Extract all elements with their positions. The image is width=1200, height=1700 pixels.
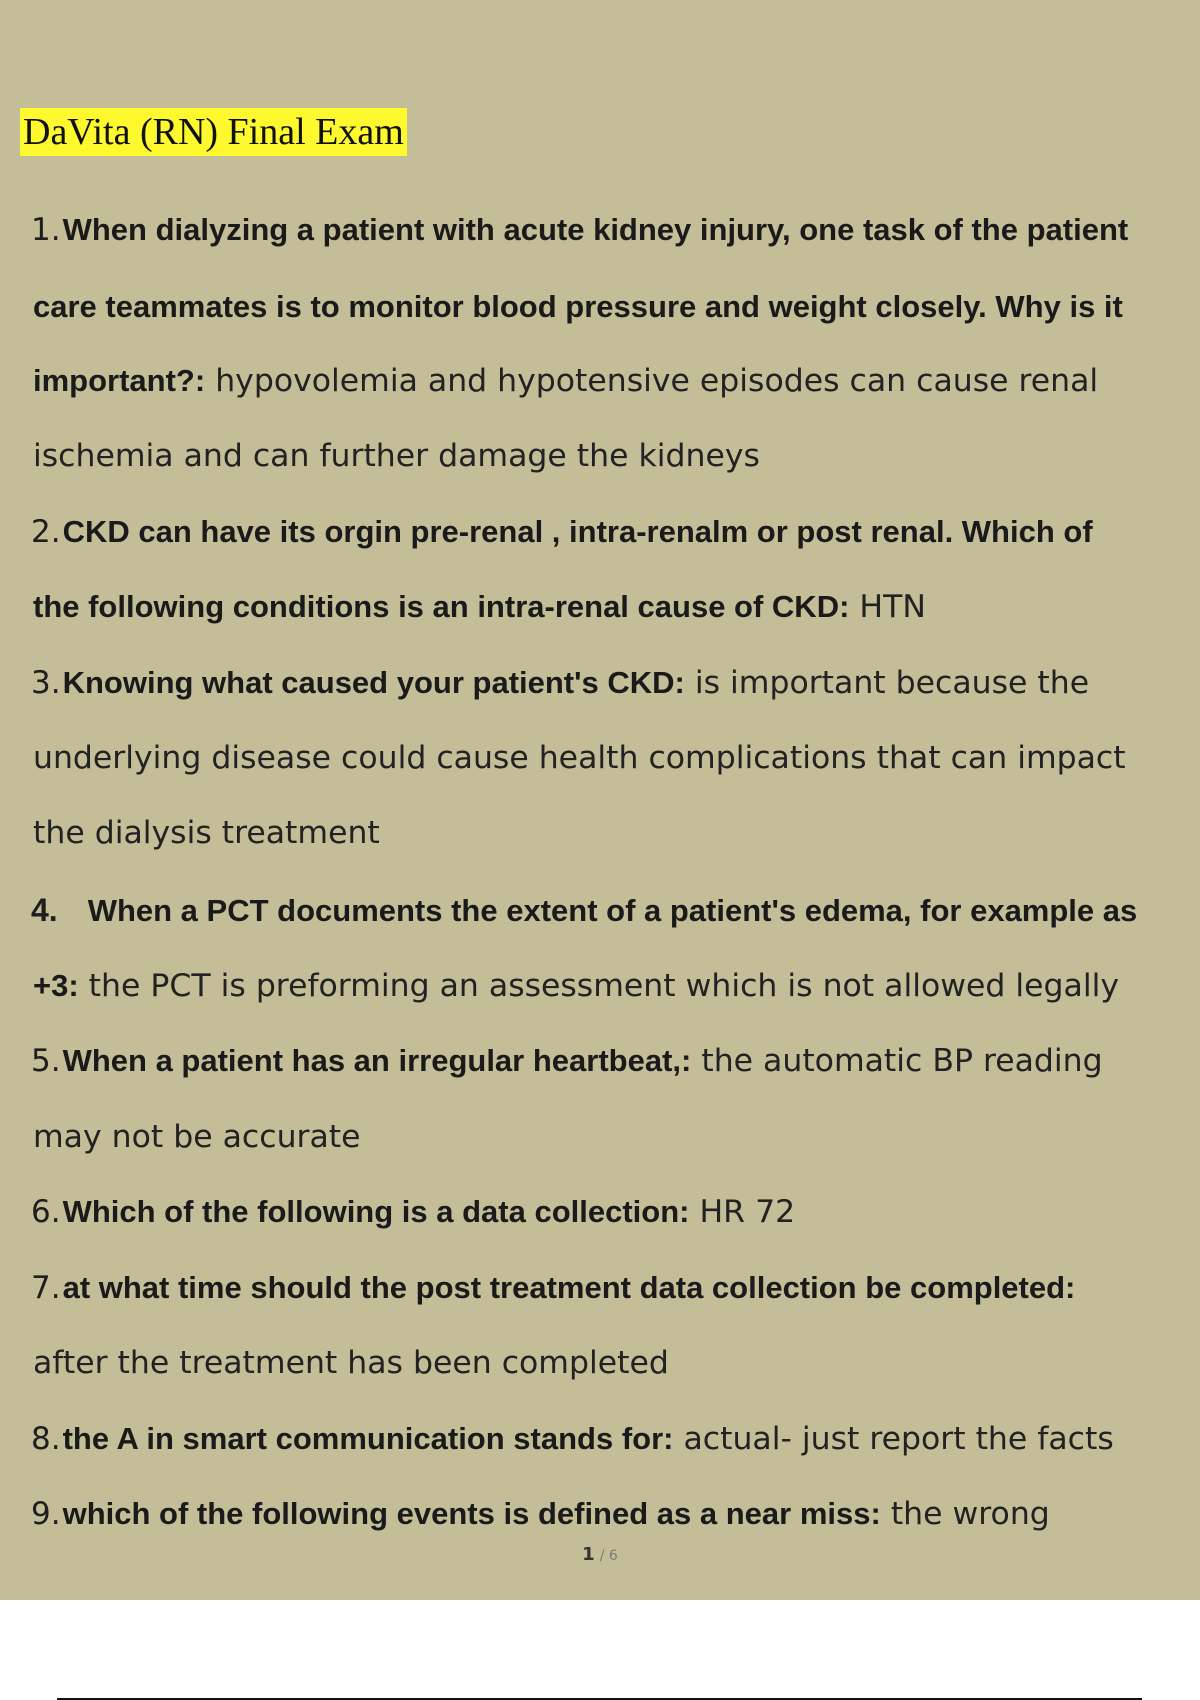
question-text: When dialyzing a patient with acute kidney injury, one task of the patient	[62, 212, 1129, 247]
question-number: 5.	[31, 1043, 61, 1079]
answer-text: the dialysis treatment	[33, 815, 380, 851]
text-line	[31, 436, 1190, 476]
text-line	[31, 1117, 1190, 1157]
text-line	[31, 1041, 1190, 1081]
question-number: 3.	[31, 665, 61, 701]
question-text: Knowing what caused your patient's CKD:	[62, 665, 685, 700]
question-number: 8.	[31, 1421, 61, 1457]
question-number: 6.	[31, 1194, 61, 1230]
question-number: 1.	[31, 212, 61, 248]
text-line	[31, 663, 1190, 703]
answer-text: the wrong	[880, 1496, 1050, 1532]
answer-text: is important because the	[684, 665, 1090, 701]
answer-text: the PCT is preforming an assessment which is not allowed legally	[78, 968, 1119, 1004]
question-text: the following conditions is an intra-renal cause of CKD:	[33, 589, 850, 624]
text-line	[31, 1343, 1190, 1383]
question-text: +3:	[33, 968, 79, 1003]
page-indicator	[0, 1540, 1200, 1571]
text-line	[31, 1268, 1190, 1308]
answer-text: underlying disease could cause health complications that can impact	[33, 740, 1126, 776]
text-line	[31, 210, 1190, 250]
answer-text: HTN	[849, 589, 926, 625]
question-text: the A in smart communication stands for:	[62, 1421, 674, 1456]
text-line	[31, 813, 1190, 853]
question-text: important?:	[33, 363, 206, 398]
text-line	[31, 1192, 1190, 1232]
text-line	[31, 287, 1190, 327]
current-page-number: 1	[582, 1544, 595, 1565]
answer-text: actual- just report the facts	[673, 1421, 1114, 1457]
text-line	[31, 512, 1190, 552]
question-text: at what time should the post treatment data collection be completed:	[62, 1270, 1076, 1305]
text-line	[31, 1419, 1190, 1459]
question-number: 7.	[31, 1270, 61, 1306]
answer-text: the automatic BP reading	[691, 1043, 1103, 1079]
question-text: When a patient has an irregular heartbeat,:	[62, 1043, 692, 1078]
answer-text: after the treatment has been completed	[33, 1345, 669, 1381]
document-title: DaVita (RN) Final Exam	[20, 108, 407, 156]
text-line	[31, 587, 1190, 627]
text-line	[31, 1494, 1190, 1534]
question-text: When a PCT documents the extent of a patient's edema, for example as	[87, 893, 1138, 928]
answer-text: HR 72	[689, 1194, 796, 1230]
question-text: Which of the following is a data collection:	[62, 1194, 690, 1229]
answer-text: ischemia and can further damage the kidneys	[33, 438, 760, 474]
total-pages: / 6	[599, 1548, 618, 1564]
question-number: 2.	[31, 514, 61, 550]
question-text: which of the following events is defined as a near miss:	[62, 1496, 881, 1531]
question-number: 9.	[31, 1496, 61, 1532]
question-text: CKD can have its orgin pre-renal , intra-renalm or post renal. Which of	[62, 514, 1093, 549]
answer-text: hypovolemia and hypotensive episodes can cause renal	[205, 363, 1099, 399]
question-text: care teammates is to monitor blood pressure and weight closely. Why is it	[33, 289, 1123, 324]
text-line	[31, 966, 1190, 1006]
question-number: 4.	[31, 892, 58, 928]
text-line	[31, 890, 1190, 930]
text-line	[31, 738, 1190, 778]
text-line	[31, 361, 1190, 401]
answer-text: may not be accurate	[33, 1119, 361, 1155]
